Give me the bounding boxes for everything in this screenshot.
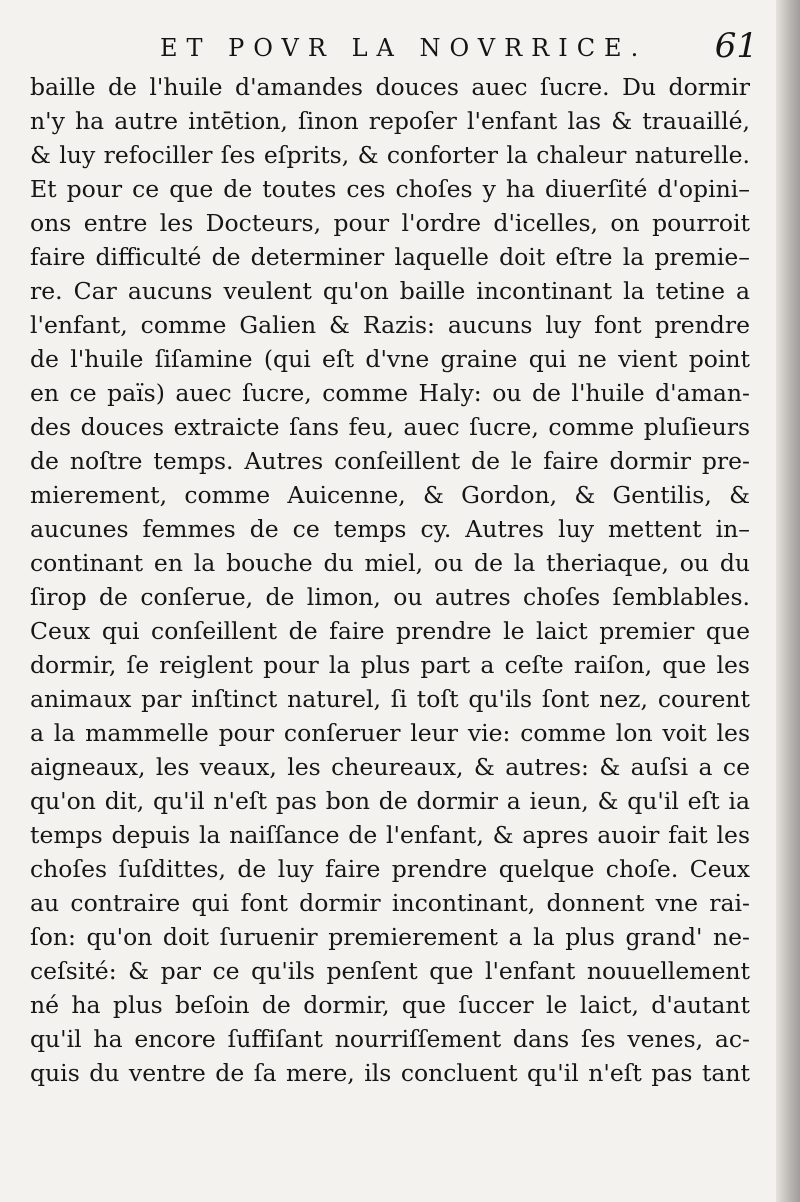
text-line: de noſtre temps. Autres conſeillent de le faire dormir pre-: [30, 447, 750, 475]
body-text: [30, 70, 750, 1090]
text-line: ceſsité: & par ce qu'ils penſent que l'enfant nouuellement: [30, 957, 750, 985]
text-line: baille de l'huile d'amandes douces auec ſucre. Du dormir: [30, 73, 750, 101]
text-line: mierement, comme Auicenne, & Gordon, & Gentilis, &: [30, 481, 750, 509]
text-line: qu'il ha encore ſuffiſant nourriſſement dans ſes venes, ac-: [30, 1025, 750, 1053]
text-line: en ce païs) auec ſucre, comme Haly: ou de l'huile d'aman-: [30, 379, 750, 407]
text-line: continant en la bouche du miel, ou de la theriaque, ou du: [30, 549, 750, 577]
running-head: [40, 22, 760, 66]
text-line: choſes ſuſdittes, de luy faire prendre quelque choſe. Ceux: [30, 855, 750, 883]
text-line: re. Car aucuns veulent qu'on baille incontinant la tetine a: [30, 277, 750, 305]
text-line: faire difficulté de determiner laquelle doit eſtre la premie–: [30, 243, 750, 271]
running-title: ET POVR LA NOVRRICE.: [160, 34, 648, 62]
page-edge-shadow: [776, 0, 800, 1202]
text-line: Et pour ce que de toutes ces choſes y ha diuerſité d'opini–: [30, 175, 750, 203]
text-line: quis du ventre de ſa mere, ils concluent qu'il n'eſt pas tant: [30, 1059, 750, 1087]
text-line: au contraire qui font dormir incontinant, donnent vne rai-: [30, 889, 750, 917]
text-line: temps depuis la naiſſance de l'enfant, & apres auoir fait les: [30, 821, 750, 849]
page-number: 61: [714, 26, 758, 66]
text-line: animaux par inſtinct naturel, ſi toſt qu'ils ſont nez, courent: [30, 685, 750, 713]
text-line: qu'on dit, qu'il n'eſt pas bon de dormir a ieun, & qu'il eſt ia: [30, 787, 750, 815]
text-line: de l'huile ſiſamine (qui eſt d'vne graine qui ne vient point: [30, 345, 750, 373]
text-line: ons entre les Docteurs, pour l'ordre d'icelles, on pourroit: [30, 209, 750, 237]
text-line: des douces extraicte ſans feu, auec ſucre, comme pluſieurs: [30, 413, 750, 441]
text-line: ſirop de conſerue, de limon, ou autres choſes ſemblables.: [30, 583, 750, 611]
text-line: aucunes femmes de ce temps cy. Autres luy mettent in–: [30, 515, 750, 543]
text-line: né ha plus beſoin de dormir, que ſuccer le laict, d'autant: [30, 991, 750, 1019]
text-line: n'y ha autre intētion, ſinon repoſer l'enfant las & trauaillé,: [30, 107, 750, 135]
text-line: l'enfant, comme Galien & Razis: aucuns luy font prendre: [30, 311, 750, 339]
text-line: & luy refociller ſes eſprits, & conforter la chaleur naturelle.: [30, 141, 750, 169]
text-line: ſon: qu'on doit ſuruenir premierement a la plus grand' ne-: [30, 923, 750, 951]
text-line: dormir, ſe reiglent pour la plus part a ceſte raiſon, que les: [30, 651, 750, 679]
text-line: aigneaux, les veaux, les cheureaux, & autres: & auſsi a ce: [30, 753, 750, 781]
text-line: a la mammelle pour conſeruer leur vie: comme lon voit les: [30, 719, 750, 747]
text-line: Ceux qui conſeillent de faire prendre le laict premier que: [30, 617, 750, 645]
